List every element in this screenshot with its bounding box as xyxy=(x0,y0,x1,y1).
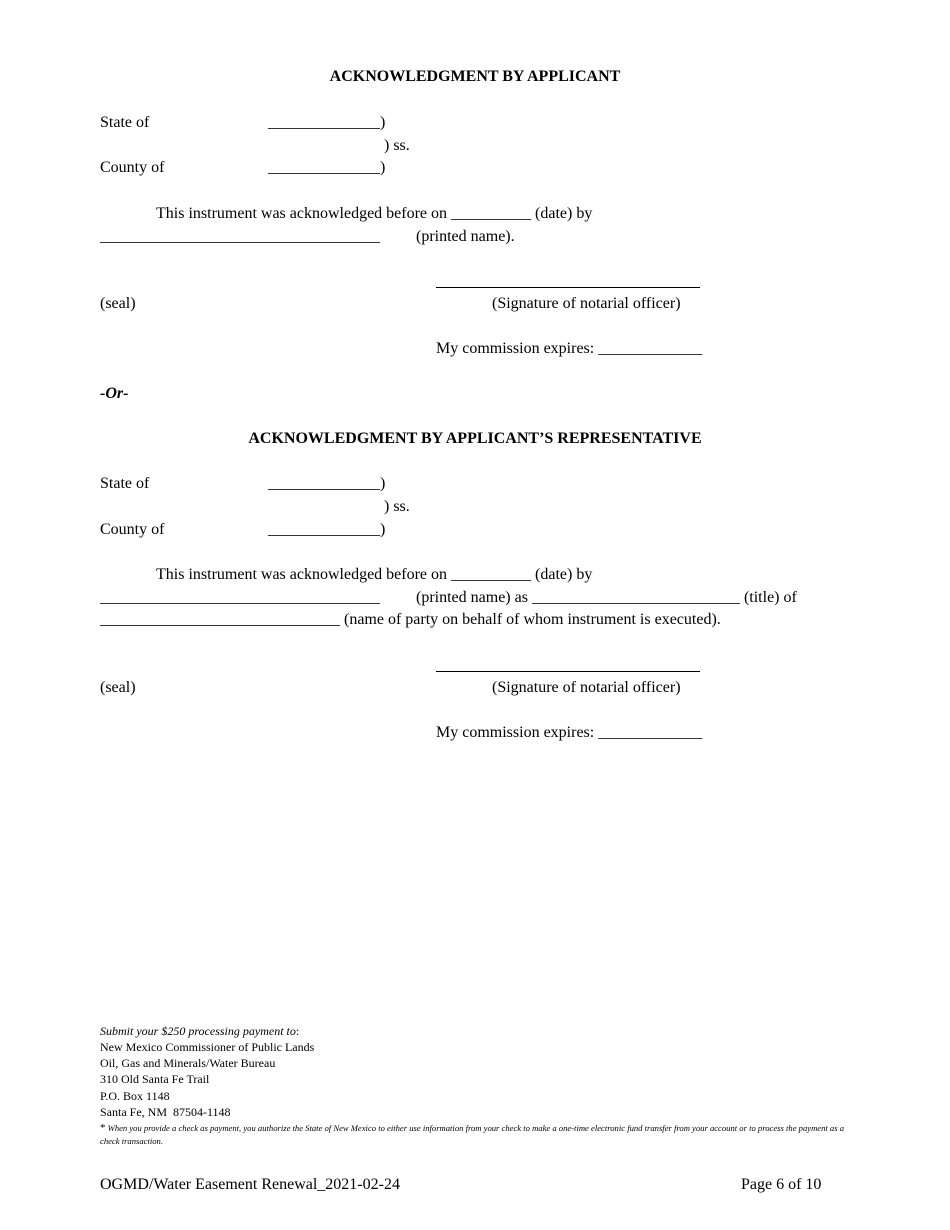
section1-seal: (seal) xyxy=(100,295,136,312)
section1-ss: ) ss. xyxy=(384,137,410,154)
section2-printed-name-title-line: (printed name) as __________________________ (title) of xyxy=(416,589,797,606)
section2-seal: (seal) xyxy=(100,679,136,696)
section1-printed-name-label: (printed name). xyxy=(416,228,515,245)
section1-body-line1: This instrument was acknowledged before on __________ (date) by xyxy=(156,205,593,222)
payment-address-line: Santa Fe, NM 87504-1148 xyxy=(100,1105,231,1119)
section1-title: ACKNOWLEDGMENT BY APPLICANT xyxy=(329,68,621,85)
section2-ss: ) ss. xyxy=(384,498,410,515)
payment-address-line: New Mexico Commissioner of Public Lands xyxy=(100,1040,315,1054)
section1-printed-name-field[interactable]: ___________________________________ xyxy=(100,228,380,245)
section1-signature-line[interactable] xyxy=(436,287,700,288)
section1-state-field[interactable]: ______________) xyxy=(268,114,386,131)
section2-state-label: State of xyxy=(100,475,150,492)
section1-state-label: State of xyxy=(100,114,150,131)
section2-county-label: County of xyxy=(100,521,165,538)
section1-commission-expires: My commission expires: _____________ xyxy=(436,340,703,357)
section2-printed-name-field[interactable]: ___________________________________ xyxy=(100,589,380,606)
asterisk-marker: * xyxy=(100,1122,106,1134)
payment-heading: Submit your $250 processing payment to: xyxy=(100,1024,300,1038)
payment-address-line: Oil, Gas and Minerals/Water Bureau xyxy=(100,1056,276,1070)
section2-state-field[interactable]: ______________) xyxy=(268,475,386,492)
section2-party-line: ______________________________ (name of party on behalf of whom instrument is executed). xyxy=(100,611,721,628)
section2-county-field[interactable]: ______________) xyxy=(268,521,386,538)
or-separator: -Or- xyxy=(100,385,129,402)
payment-address-line: 310 Old Santa Fe Trail xyxy=(100,1072,210,1086)
section2-signature-line[interactable] xyxy=(436,671,700,672)
section1-signature-caption: (Signature of notarial officer) xyxy=(492,295,681,312)
section1-county-label: County of xyxy=(100,159,165,176)
section2-title: ACKNOWLEDGMENT BY APPLICANT’S REPRESENTATIVE xyxy=(248,430,702,447)
section2-signature-caption: (Signature of notarial officer) xyxy=(492,679,681,696)
section1-county-field[interactable]: ______________) xyxy=(268,159,386,176)
footer-doc-id: OGMD/Water Easement Renewal_2021-02-24 xyxy=(100,1176,400,1193)
payment-check-note: * When you provide a check as payment, you authorize the State of New Mexico to either use information from your check to make a one-time electronic fund transfer from your account or to process the payment as a check transaction. xyxy=(100,1122,845,1146)
payment-address-line: P.O. Box 1148 xyxy=(100,1089,170,1103)
section2-body-line1: This instrument was acknowledged before on __________ (date) by xyxy=(156,566,593,583)
footer-page-number: Page 6 of 10 xyxy=(741,1176,822,1193)
section2-commission-expires: My commission expires: _____________ xyxy=(436,724,703,741)
